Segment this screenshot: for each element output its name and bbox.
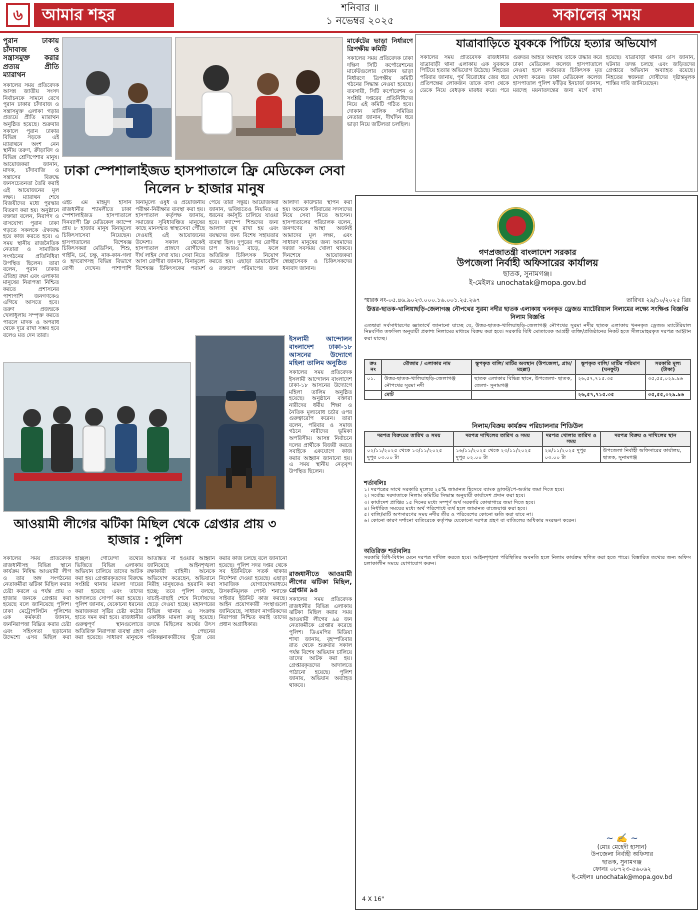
masthead bbox=[0, 0, 700, 30]
schedule-header bbox=[365, 432, 691, 447]
bottom-side-body: সকালের সময় প্রতিবেদক রাজধানীর বিভিন্ন এলাকায় ঝটিকা মিছিল করার সময় আওয়ামী লীগের ৯৪ জন নেতাকর্মীকে গ্রেপ্তার করেছে পুলিশ। ডিএমপির মিডিয়া শাখা জানায়, বৃহস্পতিবার রাত থেকে শুক্রবার সকাল পর্যন্ত বিশেষ অভিযান চালিয়ে তাদের আটক করা হয়। গ্রেপ্তারকৃতদের আদালতে পাঠানো হয়েছে। পুলিশ জানায়, অভিযান অব্যাহত থাকবে। bbox=[289, 597, 352, 689]
center-article-headline: ঢাকা স্পেশালাইজড হাসপাতালে ফ্রি মেডিকেল সেবা নিলেন ৮ হাজার মানুষ bbox=[64, 163, 345, 197]
middle-caption-article bbox=[289, 335, 352, 565]
masthead-rule bbox=[0, 31, 700, 33]
schedule-table bbox=[364, 431, 691, 463]
date: ১ নভেম্বর ২০২৫ bbox=[326, 16, 394, 27]
notice-memo: স্মারক নং-০৫.৪৬.৯০২৩.০০০.১৬.০০১.২৫.২৬৭ bbox=[364, 298, 481, 304]
government-notice bbox=[355, 195, 698, 910]
section-title: আমার শহর bbox=[34, 3, 174, 27]
lot-cell: ৩৫,৫৫,০২৯.৯৬ bbox=[645, 390, 690, 399]
lot-th-3: স্তূপকৃত বালি/ মাটির পরিমাণ (ঘনফুট) bbox=[576, 360, 646, 375]
center-top-headline: মার্কেটের ভাড়া নির্ধারণে ত্রিপক্ষীয় কমিটি bbox=[347, 37, 413, 53]
bottom-article-headline: আওয়ামী লীগের ঝটিকা মিছিল থেকে গ্রেপ্তার প্রায় ৩ হাজার : পুলিশ bbox=[13, 516, 277, 547]
sch-cell: উপজেলা নির্বাহী অফিসারের কার্যালয়, ছাতক, সুনামগঞ্জ bbox=[600, 447, 690, 462]
weekday: শনিবার ॥ bbox=[341, 3, 379, 14]
lot-cell: ছাতক এলাকার বিভিন্ন স্থানে, উপজেলা- ছাতক, জেলা- সুনামগঞ্জ bbox=[472, 375, 576, 390]
extra-title: অতিরিক্ত শর্তাবলিঃ bbox=[364, 548, 411, 555]
lot-table-header bbox=[365, 360, 691, 375]
notice-signature-block bbox=[557, 836, 687, 881]
col1-headline: পুরান ঢাকায় চাঁদাবাজ ও সন্ত্রাসমুক্ত করার প্রত্যয় প্রীতি ম্যারাথন bbox=[3, 37, 59, 79]
right-top-body: সকালের সময় প্রতিবেদক রাজধানীর যাত্রাবাড়ী থানা এলাকায় এক যুবককে পিটিয়ে হত্যার অভিযোগ উঠেছে। নিহতের পরিবার জানায়, পূর্ব বিরোধের জের ধরে প্রতিপক্ষের লোকজন তাকে বাসা থেকে ডেকে নিয়ে বেধড়ক মারধর করে। পরে গুরুতর আহত অবস্থায় তাকে উদ্ধার করে ঢাকা মেডিকেল কলেজ হাসপাতালে নেওয়া হলে কর্তব্যরত চিকিৎসক মৃত ঘোষণা করেন। ঢাকা মেডিকেল কলেজ হাসপাতাল পুলিশ ফাঁড়ির ইনচার্জ জানান, মরদেহ ময়নাতদন্তের জন্য মর্গে রাখা হয়েছে। যাত্রাবাড়ী থানার ওসি জানান, ঘটনার তদন্ত চলছে এবং জড়িতদের গ্রেপ্তারে অভিযান অব্যাহত রয়েছে। নিহতের স্বজনরা দোষীদের দৃষ্টান্তমূলক শাস্তির দাবি জানিয়েছেন। bbox=[420, 55, 695, 94]
right-top-headline: যাত্রাবাড়িতে যুবককে পিটিয়ে হত্যার অভিযোগ bbox=[456, 37, 657, 50]
center-top-body: সকালের সময় প্রতিবেদক ঢাকা দক্ষিণ সিটি কর্পোরেশনের মার্কেটগুলোর দোকান ভাড়া নির্ধারণে ত্রিপক্ষীয় কমিটি গঠনের সিদ্ধান্ত নেওয়া হয়েছে। ব্যবসায়ী, সিটি কর্পোরেশন ও সংশ্লিষ্ট দপ্তরের প্রতিনিধিদের নিয়ে এই কমিটি গঠিত হবে। দোকান মালিক সমিতির নেতারা জানান, দীর্ঘদিন ধরে ভাড়া নিয়ে জটিলতা চলছিল। bbox=[347, 56, 413, 128]
page-number: ৬ bbox=[6, 3, 30, 27]
lot-th-2: স্তূপকৃত বালি/ মাটির অবস্থান (উপজেলা, গ্রাম/মহল্লা) bbox=[472, 360, 576, 375]
group-photo bbox=[3, 362, 191, 512]
notice-subject: উত্তর-ছাতক-খালিয়াছড়ি-জেলাগঞ্জ নৌপথের সুরমা নদীর ছাতক এলাকায় খননকৃত ড্রেজড ম্যাটেরিয়াল নিলামের লক্ষ্যে সংক্ষিপ্ত বিজ্ঞপ্তি নিলাম বিজ্ঞপ্তি bbox=[366, 306, 689, 321]
newspaper-brand: সকালের সময় bbox=[500, 3, 694, 27]
table-row bbox=[365, 375, 691, 390]
lot-cell bbox=[472, 390, 576, 399]
signature-phone: ফোনঃ ০৮৭২৩-৫৬০৬২ bbox=[592, 866, 652, 873]
signature-scribble: ~ ✍ ~ bbox=[605, 834, 638, 844]
govt-emblem bbox=[496, 206, 536, 246]
sch-th-1: দরপত্র দাখিলের তারিখ ও সময় bbox=[453, 432, 542, 447]
extra-body: সরকারি বিধি-বিধান মেনে দরপত্র দাখিল করতে হবে। আইনশৃঙ্খলা পরিস্থিতির অবনতি হলে নিলাম কার্যক্রম স্থগিত করা হতে পারে। বিস্তারিত তথ্যের জন্য অফিস চলাকালীন সময়ে যোগাযোগ করুন। bbox=[364, 555, 691, 568]
notice-office: উপজেলা নির্বাহী অফিসারের কার্যালয় bbox=[456, 258, 599, 269]
bottom-side-headline: রাজধানীতে আওয়ামী লীগের ঝটিকা মিছিল, গ্রেপ্তার ৯৪ bbox=[289, 570, 352, 594]
list-item: ৬। কোনো কারণ দর্শানো ব্যতিরেকে কর্তৃপক্ষ যেকোনো দরপত্র গ্রহণ বা বাতিলের অধিকার সংরক্ষণ করেন। bbox=[364, 518, 577, 525]
schedule-title: নিলাম/বিক্রয় কার্যক্রম পরিচালনার শিডিউল bbox=[472, 422, 583, 430]
sch-th-2: দরপত্র খোলার তারিখ ও সময় bbox=[542, 432, 600, 447]
signature-email: ই-মেইলঃ unochatak@mopa.gov.bd bbox=[571, 873, 673, 881]
lot-th-0: ক্রঃ নং bbox=[365, 360, 382, 375]
col1-body: সকালের সময় প্রতিবেদক আসন্ন জাতীয় সংসদ নির্বাচনকে সামনে রেখে পুরান ঢাকার চাঁদাবাজ ও সন্ত্রাসমুক্ত এলাকা গড়ার প্রত্যয়ে প্রীতি ম্যারাথন অনুষ্ঠিত হয়েছে। শুক্রবার সকালে পুরান ঢাকার বিভিন্ন সড়কে এই ম্যারাথনে অংশ নেন স্থানীয় তরুণ, ক্রীড়াবিদ ও বিভিন্ন শ্রেণিপেশার মানুষ। আয়োজকরা জানান, মাদক, চাঁদাবাজি ও সন্ত্রাসের বিরুদ্ধে জনসচেতনতা তৈরি করাই এই আয়োজনের মূল লক্ষ্য। ম্যারাথন শেষে বিজয়ীদের মধ্যে পুরস্কার বিতরণ করা হয়। অনুষ্ঠানে বক্তারা বলেন, নিরাপদ ও বাসযোগ্য পুরান ঢাকা গড়তে সকলকে ঐক্যবদ্ধ হয়ে কাজ করতে হবে। এ সময় স্থানীয় রাজনৈতিক নেতারা ও সামাজিক সংগঠনের প্রতিনিধিরা উপস্থিত ছিলেন। তারা বলেন, পুরান ঢাকার ঐতিহ্য রক্ষা এবং এলাকার মানুষের নিরাপত্তা নিশ্চিত করতে প্রশাসনের পাশাপাশি জনগণকেও এগিয়ে আসতে হবে। তরুণ প্রজন্মকে খেলাধুলায় সম্পৃক্ত করতে পারলে মাদক ও অপরাধ থেকে দূরে রাখা সম্ভব হবে বলেও মত দেন তারা। bbox=[3, 82, 59, 340]
lot-cell: ২৬,৫৭,৭১৫.৩৫ bbox=[576, 390, 646, 399]
sch-cell: ০২/১১/২০২৫ থেকে ১৩/১১/২০২৫ দুপুর ০৩.০০ টা bbox=[365, 447, 454, 462]
table-row bbox=[365, 447, 691, 462]
center-article-body: এইচ এম মাহমুদ হাসান রাজধানীর শ্যামলীতে ঢাকা স্পেশালাইজড হাসপাতালে দিনব্যাপী ফ্রি মেডিকেল ক্যাম্পে প্রায় ৮ হাজার মানুষ বিনামূল্যে চিকিৎসাসেবা নিয়েছেন। হাসপাতালের বিশেষজ্ঞ চিকিৎসকরা মেডিসিন, শিশু, গাইনি, চর্ম, চক্ষু, নাক-কান-গলা ও হৃদরোগসহ বিভিন্ন বিভাগে রোগী দেখেন। পাশাপাশি বিনামূল্যে ওষুধ ও প্রয়োজনীয় পরীক্ষা-নিরীক্ষার ব্যবস্থা করা হয়। হাসপাতাল কর্তৃপক্ষ জানায়, সমাজের সুবিধাবঞ্চিত মানুষের কাছে মানসম্মত স্বাস্থ্যসেবা পৌঁছে দেওয়াই এই আয়োজনের উদ্দেশ্য। সকাল থেকেই হাসপাতাল প্রাঙ্গণে রোগীদের দীর্ঘ লাইন দেখা যায়। সেবা নিতে আসা রোগীরা জানান, বিনামূল্যে বিশেষজ্ঞ চিকিৎসকের পরামর্শ পেয়ে তারা সন্তুষ্ট। আয়োজকরা জানান, ভবিষ্যতেও নিয়মিত এ ধরনের কর্মসূচি চালিয়ে যাওয়া হবে। ক্যাম্পে শিশুদের জন্য আলাদা বুথ রাখা হয় এবং বয়স্কদের জন্য বিশেষ সহায়তার ব্যবস্থা ছিল। দুপুরের পর রোগীর চাপ আরও বাড়ে, ফলে অতিরিক্ত চিকিৎসক নিয়োগ করতে হয়। এছাড়া ডায়াবেটিস ও রক্তচাপ পরিমাপের জন্য আলাদা কাউন্টার স্থাপন করা হয়। অনেকে পরিবারের সদস্যদের নিয়ে সেবা নিতে আসেন। হাসপাতালের পরিচালক বলেন, জনগণের আস্থা অর্জনই আমাদের মূল লক্ষ্য, এবং সাধারণ মানুষের জন্য আমাদের দরজা সবসময় খোলা থাকবে। দিনশেষে আয়োজকরা স্বেচ্ছাসেবক ও চিকিৎসকদের ধন্যবাদ জানান। bbox=[62, 200, 352, 272]
sch-th-0: দরপত্র বিক্রয়ের তারিখ ও সময় bbox=[365, 432, 454, 447]
terms-title: শর্তাবলিঃ bbox=[364, 480, 387, 487]
center-top-brief bbox=[347, 37, 413, 192]
notice-place: ছাতক, সুনামগঞ্জ। bbox=[503, 270, 552, 278]
hospital-photo-1 bbox=[62, 37, 172, 157]
signature-place: ছাতক, সুনামগঞ্জ bbox=[602, 858, 642, 866]
dateline bbox=[250, 2, 470, 28]
notice-email: ই-মেইলঃ unochatak@mopa.gov.bd bbox=[468, 279, 587, 287]
table-row bbox=[365, 390, 691, 399]
list-item: ১। দরপত্রের সাথে সরকারি মূল্যের ২৫% জামানত হিসেবে ব্যাংক ড্রাফট/পে-অর্ডার জমা দিতে হবে। bbox=[364, 487, 565, 493]
notice-memo-date: তারিখঃ ২৯/১০/২০২৫ খ্রিঃ bbox=[626, 298, 691, 304]
middle-caption-headline: ইসলামী আন্দোলন বাংলাদেশ ঢাকা-১৮ আসনের উদ্যোগে মহিলা তালিম অনুষ্ঠিত bbox=[289, 335, 352, 367]
ad-size-note: 4 X 16" bbox=[362, 896, 385, 903]
hospital-photo-2 bbox=[175, 37, 343, 160]
lot-cell bbox=[365, 390, 382, 399]
bottom-article-body: সকালের সময় প্রতিবেদক রাজধানীসহ বিভিন্ন স্থানে কার্যক্রম নিষিদ্ধ আওয়ামী লীগ ও তার অঙ্গ সংগঠনের নেতাকর্মীরা ঝটিকা মিছিল করার চেষ্টা করলে এ পর্যন্ত প্রায় ৩ হাজার জনকে গ্রেপ্তার করা হয়েছে বলে জানিয়েছে পুলিশ। ঢাকা মেট্রোপলিটন পুলিশের এক কর্মকর্তা জানান, জননিরাপত্তা বিঘ্নিত করার চেষ্টা এবং সহিংসতা ছড়ানোর উদ্দেশ্যে এসব মিছিল করা হচ্ছিল। গোয়েন্দা তথ্যের ভিত্তিতে বিভিন্ন এলাকায় অভিযান চালিয়ে তাদের আটক করা হয়। গ্রেপ্তারকৃতদের বিরুদ্ধে সংশ্লিষ্ট থানায় মামলা দায়ের করা হয়েছে এবং তাদের আদালতে সোপর্দ করা হয়েছে। পুলিশ জানায়, যেকোনো ধরনের অরাজকতা সৃষ্টির চেষ্টা কঠোর হাতে দমন করা হবে। রাজধানীর গুরুত্বপূর্ণ স্থানগুলোতে অতিরিক্ত নিরাপত্তা ব্যবস্থা গ্রহণ করা হয়েছে। সাধারণ মানুষকে আতঙ্কিত না হওয়ার আহ্বান জানিয়েছে আইনশৃঙ্খলা রক্ষাকারী বাহিনী। অনেকে অভিযোগ করেছেন, অভিযানে নিরীহ মানুষকেও হয়রানি করা হচ্ছে; তবে পুলিশ বলছে, যাচাই-বাছাই শেষে নির্দোষদের ছেড়ে দেওয়া হচ্ছে। মহানগরের বিভিন্ন থানায় এ সংক্রান্ত একাধিক মামলা রুজু হয়েছে। তদন্তে মিছিলের অর্থের উৎস এবং পেছনের পরিকল্পনাকারীদের খুঁজে বের করার কাজ চলছে বলে জানানো হয়েছে। পুলিশ সদর দপ্তর থেকে সব ইউনিটকে সতর্ক থাকার নির্দেশনা দেওয়া হয়েছে। এছাড়া সামাজিক যোগাযোগমাধ্যমে উসকানিমূলক পোস্ট শনাক্তে সাইবার ইউনিট কাজ করছে। আইন প্রয়োগকারী সংস্থাগুলো জানিয়েছে, সাধারণ নাগরিকদের নিরাপত্তা নিশ্চিত করাই তাদের প্রধান অগ্রাধিকার। bbox=[3, 556, 287, 642]
notice-lot-table-wrap bbox=[364, 359, 691, 400]
col1-article bbox=[3, 37, 59, 357]
lot-cell: মোট bbox=[382, 390, 472, 399]
signature-role: উপজেলা নির্বাহী অফিসার bbox=[590, 851, 654, 858]
sch-cell: ১৬/১১/২০২৫ থেকে ২৩/১১/২০২৫ দুপুর ০২.০০ টা bbox=[453, 447, 542, 462]
list-item: ২। সর্বোচ্চ দরদাতাকে নিলাম কমিটির সিদ্ধান্ত অনুযায়ী কার্যাদেশ প্রদান করা হবে। bbox=[364, 493, 526, 500]
list-item: ৪। নির্ধারিত সময়ের মধ্যে অর্থ পরিশোধে ব্যর্থ হলে জামানত বাজেয়াপ্ত করা হবে। bbox=[364, 505, 528, 512]
notice-gov: গণপ্রজাতন্ত্রী বাংলাদেশ সরকার bbox=[478, 248, 577, 257]
lot-cell: ৩৫,৫৫,০২৯.৯৬ bbox=[645, 375, 690, 390]
notice-memo-line bbox=[364, 296, 691, 306]
notice-lot-table bbox=[364, 359, 691, 400]
lot-cell: ০১. bbox=[365, 375, 382, 390]
lot-th-4: সরকারি মূল্য (টাকা) bbox=[645, 360, 690, 375]
list-item: ৩। কার্যাদেশ প্রাপ্তির ১৫ দিনের মধ্যে সম্পূর্ণ অর্থ সরকারি কোষাগারে জমা দিতে হবে। bbox=[364, 499, 536, 506]
schedule-table-wrap bbox=[364, 431, 691, 463]
police-photo bbox=[195, 335, 285, 510]
sch-cell: ২৪/১১/২০২৫ দুপুর ০৩.০০ টা bbox=[542, 447, 600, 462]
list-item: ৫। বালি/মাটি অপসারণের সময় নদীর তীর ও পরিবেশের কোনো ক্ষতি করা যাবে না। bbox=[364, 512, 533, 519]
middle-caption-body: সকালের সময় প্রতিবেদক ইসলামী আন্দোলন বাংলাদেশ ঢাকা-১৮ আসনের উদ্যোগে মহিলা তালিম অনুষ্ঠিত হয়েছে। অনুষ্ঠানে বক্তারা নারীদের ধর্মীয় শিক্ষা ও নৈতিক মূল্যবোধ চর্চার ওপর গুরুত্বারোপ করেন। তারা বলেন, পরিবার ও সমাজ গঠনে নারীদের ভূমিকা অপরিসীম। আসন্ন নির্বাচনে দলের প্রার্থীকে বিজয়ী করতে সবাইকে একযোগে কাজ করার আহ্বান জানানো হয়। এ সময় স্থানীয় নেতৃবৃন্দ উপস্থিত ছিলেন। bbox=[289, 370, 352, 475]
sch-th-3: দরপত্র বিক্রয় ও দাখিলের স্থান bbox=[600, 432, 690, 447]
lot-th-1: মৌজার / এলাকার নাম bbox=[382, 360, 472, 375]
notice-intro: এতদ্বারা সর্বসাধারণের জ্ঞাতার্থে জানানো যাচ্ছে যে, উত্তর-ছাতক-খালিয়াছড়ি-জেলাগঞ্জ নৌপথের সুরমা নদীর ছাতক এলাকায় খননকৃত ড্রেজড ম্যাটেরিয়াল নিম্নবর্ণিত তফসিল অনুযায়ী প্রকাশ্য নিলামের মাধ্যমে বিক্রয় করা হবে। সরকারি বিধি মোতাবেক আগ্রহী ব্যক্তি/প্রতিষ্ঠানের নিকট হতে সীলমোহরকৃত দরপত্র আহ্বান করা যাচ্ছে। bbox=[364, 323, 691, 342]
terms-list bbox=[364, 487, 691, 525]
bottom-side-article bbox=[289, 570, 352, 906]
lot-cell: উত্তর-ছাতক-খালিয়াছড়ি-জেলাগঞ্জ নৌপথের সুরমা নদী bbox=[382, 375, 472, 390]
lot-cell: ২৬,৫৭,৭১৫.৩৫ bbox=[576, 375, 646, 390]
signature-name: (মোঃ মেহেদী হাসান) bbox=[597, 843, 647, 851]
